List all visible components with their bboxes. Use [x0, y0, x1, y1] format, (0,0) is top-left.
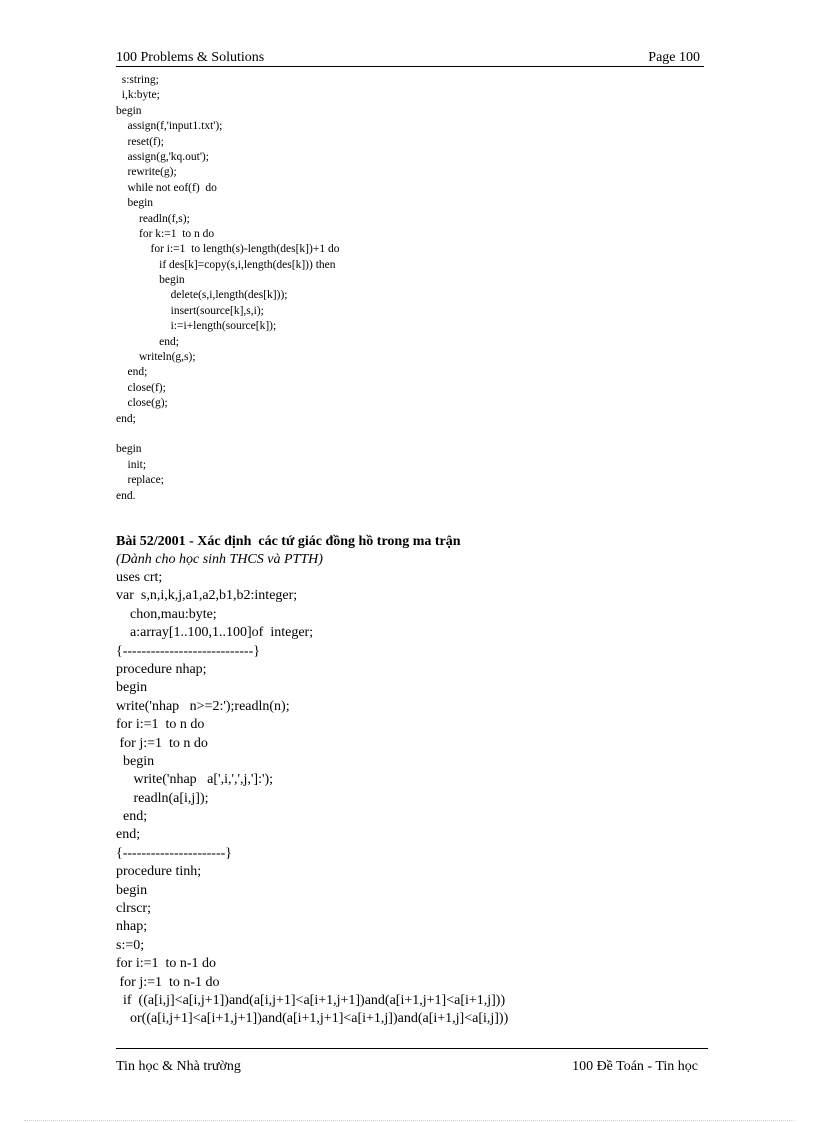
code-line: chon,mau:byte; [116, 606, 217, 622]
code-line: begin [116, 274, 185, 287]
code-line: begin [116, 443, 142, 456]
header-title: 100 Problems & Solutions [116, 50, 265, 65]
code-line: s:string; [116, 74, 159, 86]
code-line: for i:=1 to n-1 do [116, 956, 217, 972]
code-line: i:=i+length(source[k]); [116, 320, 277, 333]
code-line: a:array[1..100,1..100]of integer; [116, 625, 314, 641]
code-line: write('nhap a[',i,',',j,']:'); [116, 772, 274, 788]
code-line: uses crt; [116, 570, 163, 585]
code-line: clrscr; [116, 901, 151, 917]
page-bottom-divider [24, 1120, 794, 1121]
code-line: {----------------------} [116, 845, 233, 861]
code-line: close(g); [116, 397, 168, 410]
page-header [116, 50, 704, 67]
code-line: procedure tinh; [116, 864, 202, 880]
code-line: for j:=1 to n-1 do [116, 974, 220, 990]
code-line: or((a[i,j+1]<a[i+1,j+1])and(a[i+1,j+1]<a[i+1,j])and(a[i+1,j]<a[i,j])) [116, 1011, 509, 1027]
code-line: end; [116, 335, 179, 348]
code-line: i,k:byte; [116, 89, 160, 102]
code-line: write('nhap n>=2:');readln(n); [116, 698, 290, 714]
code-line: init; [116, 458, 147, 471]
code-line: for k:=1 to n do [116, 227, 215, 240]
code-line: while not eof(f) do [116, 181, 217, 194]
code-line: assign(g,'kq.out'); [116, 150, 209, 163]
code-line: assign(f,'input1.txt'); [116, 120, 223, 133]
page-footer [116, 1048, 708, 1079]
code-line: end; [116, 827, 141, 843]
code-line: if des[k]=copy(s,i,length(des[k])) then [116, 258, 336, 271]
code-block-1 [116, 73, 339, 504]
code-line: writeln(g,s); [116, 351, 196, 364]
code-line: if ((a[i,j]<a[i,j+1])and(a[i,j+1]<a[i+1,j+1])and(a[i+1,j+1]<a[i+1,j])) [116, 992, 506, 1008]
code-line: end; [116, 412, 136, 425]
code-line: replace; [116, 474, 164, 487]
code-line: end; [116, 366, 148, 379]
code-line: procedure nhap; [116, 661, 207, 677]
code-line: end. [116, 489, 136, 502]
problem-title: Bài 52/2001 - Xác định các tứ giác đồng hồ trong ma trận [116, 534, 461, 549]
code-line: close(f); [116, 381, 166, 394]
code-line: rewrite(g); [116, 166, 177, 179]
problem-section [116, 533, 508, 1029]
code-line: insert(source[k],s,i); [116, 304, 264, 317]
code-line: s:=0; [116, 937, 145, 953]
problem-subtitle: (Dành cho học sinh THCS và PTTH) [116, 552, 323, 567]
code-line: reset(f); [116, 135, 164, 148]
footer-left: Tin học & Nhà trường [116, 1059, 241, 1074]
code-line [116, 427, 339, 442]
code-line: nhap; [116, 919, 148, 935]
code-line: delete(s,i,length(des[k])); [116, 289, 288, 302]
code-line: for i:=1 to length(s)-length(des[k])+1 do [116, 243, 340, 256]
code-line: {----------------------------} [116, 643, 260, 659]
code-line: end; [116, 809, 148, 825]
code-line: begin [116, 104, 142, 117]
code-line: var s,n,i,k,j,a1,a2,b1,b2:integer; [116, 588, 298, 604]
code-block-2 [116, 569, 508, 1029]
code-line: readln(f,s); [116, 212, 190, 225]
code-line: for j:=1 to n do [116, 735, 208, 751]
page-number: Page 100 [648, 50, 700, 65]
code-line: begin [116, 680, 148, 696]
code-line: begin [116, 753, 155, 769]
code-line: for i:=1 to n do [116, 717, 205, 733]
code-line: begin [116, 882, 148, 898]
code-line: readln(a[i,j]); [116, 790, 209, 806]
footer-right: 100 Đề Toán - Tin học [572, 1059, 698, 1074]
code-line: begin [116, 197, 154, 210]
